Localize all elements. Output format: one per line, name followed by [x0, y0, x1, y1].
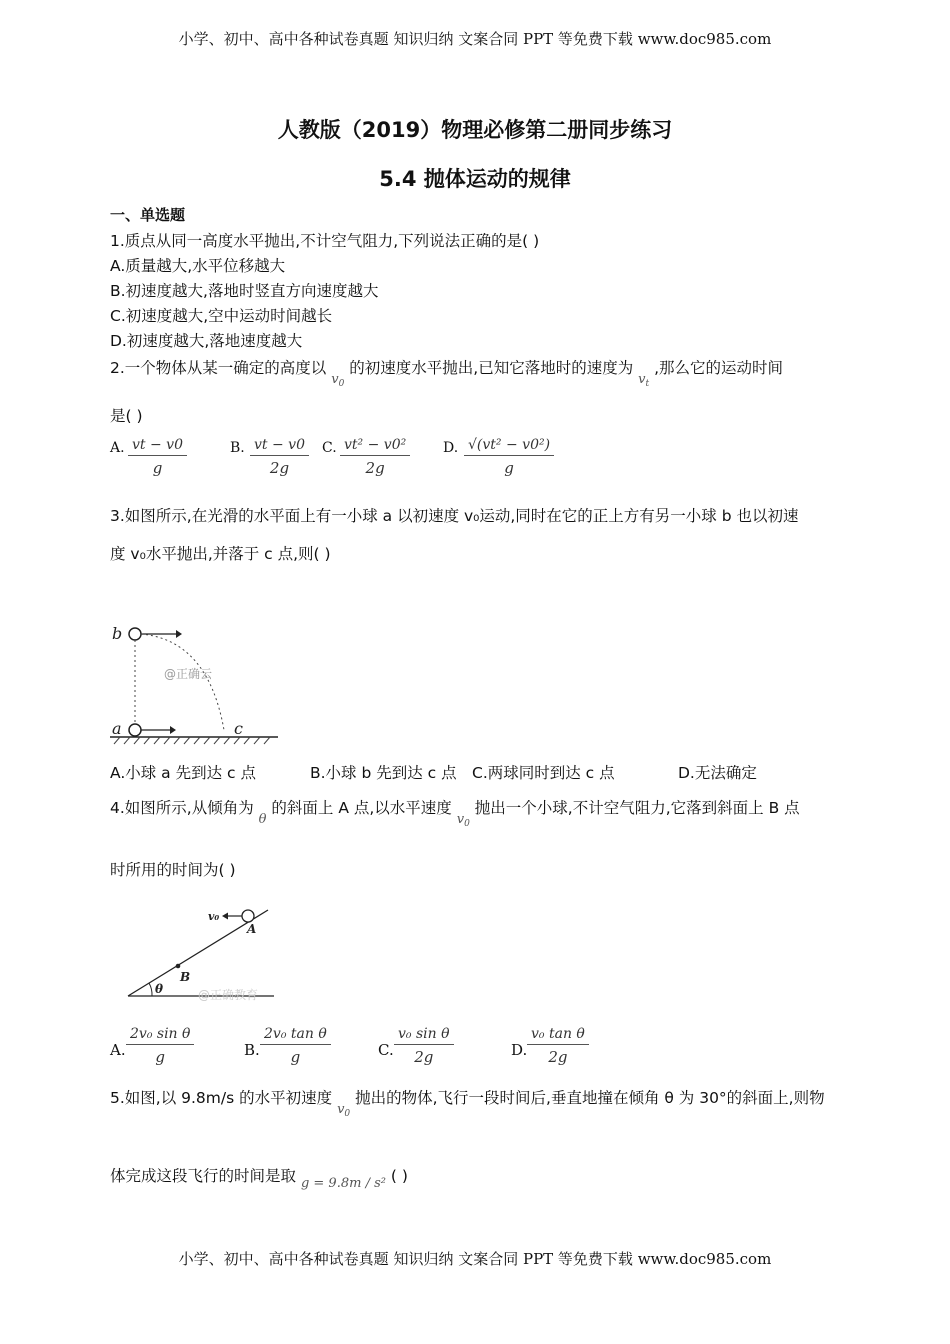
q4-option-d-fraction	[527, 1026, 589, 1066]
q2-option-c-label: C.	[322, 440, 337, 456]
q3-stem: 3.如图所示,在光滑的水平面上有一小球 a 以初速度 v₀运动,同时在它的正上方有另一小球 b 也以初速	[110, 507, 799, 525]
page-footer: 小学、初中、高中各种试卷真题 知识归纳 文案合同 PPT 等免费下载 www.doc985.com	[178, 1250, 772, 1268]
q5-v0-subscript: 0	[344, 1109, 351, 1119]
q4-stem-part-b: 的斜面上 A 点,以水平速度	[271, 799, 452, 817]
q3-option-c: C.两球同时到达 c 点	[472, 764, 615, 782]
ball-b-arrowhead	[176, 630, 182, 638]
ball-b	[129, 628, 141, 640]
q1-option-d: D.初速度越大,落地速度越大	[110, 332, 303, 350]
q4-option-c-denominator: 2g	[414, 1048, 434, 1066]
q1-option-a: A.质量越大,水平位移越大	[110, 257, 286, 275]
q4-option-b-denominator: g	[290, 1048, 301, 1066]
q5-stem-continued	[110, 1164, 408, 1191]
watermark: @正确云	[164, 667, 213, 681]
q4-option-d-numerator: v₀ tan θ	[527, 1026, 589, 1045]
page-header: 小学、初中、高中各种试卷真题 知识归纳 文案合同 PPT 等免费下载 www.doc985.com	[178, 30, 772, 48]
q4-stem	[110, 796, 800, 829]
q2-stem-part-b: 的初速度水平抛出,已知它落地时的速度为	[349, 359, 634, 377]
label-b: b	[112, 624, 123, 643]
q2-option-d-numerator: √(vt² − v0²)	[464, 437, 554, 456]
q5-stem-part-c: 体完成这段飞行的时间是取	[110, 1167, 297, 1185]
q2-v0-subscript: 0	[338, 379, 345, 389]
ball-at-a	[242, 910, 254, 922]
q4-option-b-fraction	[260, 1026, 331, 1066]
q5-stem	[110, 1086, 825, 1119]
q4-option-c-fraction	[394, 1026, 454, 1066]
angle-arc	[149, 983, 152, 996]
q4-option-b-label: B.	[244, 1041, 260, 1059]
section-heading: 一、单选题	[110, 206, 186, 224]
q2-stem	[110, 356, 783, 389]
q2-option-c-numerator: vt² − v0²	[340, 437, 410, 456]
q4-stem-part-a: 4.如图所示,从倾角为	[110, 799, 254, 817]
q2-option-c-fraction	[340, 437, 410, 477]
q2-option-a-denominator: g	[152, 459, 163, 477]
q4-option-d-label: D.	[511, 1041, 528, 1059]
label-theta: θ	[155, 982, 164, 996]
q2-option-a-numerator: vt − v0	[128, 437, 187, 456]
ball-a-arrowhead	[170, 726, 176, 734]
label-a: a	[112, 719, 122, 738]
q4-v0-subscript: 0	[464, 819, 470, 829]
q5-v0-symbol	[337, 1102, 350, 1117]
q2-option-b-numerator: vt − v0	[250, 437, 309, 456]
q2-v0-letter: v	[331, 372, 339, 387]
q3-option-a: A.小球 a 先到达 c 点	[110, 764, 256, 782]
q4-option-b-numerator: 2v₀ tan θ	[260, 1026, 331, 1045]
q5-gravity-expression: g = 9.8m / s²	[300, 1176, 386, 1191]
q2-vt-subscript: t	[645, 379, 650, 389]
q2-option-c-denominator: 2g	[365, 459, 385, 477]
q2-option-d-denominator: g	[504, 459, 514, 477]
q4-option-a-fraction	[126, 1026, 194, 1066]
q1-option-c: C.初速度越大,空中运动时间越长	[110, 307, 333, 325]
q3-projectile-figure	[108, 618, 283, 750]
q4-option-d-denominator: 2g	[548, 1048, 568, 1066]
watermark: @正确教育	[198, 988, 259, 1002]
label-b: B	[180, 970, 191, 984]
q2-option-d-fraction	[464, 437, 554, 477]
q1-stem: 1.质点从同一高度水平抛出,不计空气阻力,下列说法正确的是( )	[110, 232, 540, 250]
label-a: A	[247, 922, 257, 936]
v0-arrowhead	[222, 913, 228, 920]
q2-option-b-denominator: 2g	[269, 459, 290, 477]
q2-stem-part-a: 2.一个物体从某一确定的高度以	[110, 359, 327, 377]
q4-option-c-label: C.	[378, 1041, 394, 1059]
q2-vt-letter: v	[638, 372, 646, 387]
ball-a	[129, 724, 141, 736]
q2-stem-part-c: ,那么它的运动时间	[654, 359, 783, 377]
q4-option-a-label: A.	[110, 1041, 126, 1059]
q3-option-b: B.小球 b 先到达 c 点	[310, 764, 457, 782]
q4-stem-part-c: 抛出一个小球,不计空气阻力,它落到斜面上 B 点	[474, 799, 800, 817]
q2-vt-symbol	[638, 372, 649, 387]
q2-option-d-label: D.	[443, 440, 459, 456]
trajectory-curve	[141, 634, 224, 730]
q4-option-a-denominator: g	[155, 1048, 166, 1066]
ground-hatching	[114, 737, 270, 744]
document-title: 人教版（2019）物理必修第二册同步练习	[277, 118, 673, 142]
q4-theta-symbol: θ	[258, 812, 267, 827]
document-subtitle: 5.4 抛体运动的规律	[379, 167, 571, 191]
label-c: c	[234, 719, 243, 738]
q2-option-b-fraction	[250, 437, 309, 477]
q5-v0-letter: v	[337, 1102, 345, 1117]
label-v0: v₀	[208, 910, 220, 923]
q2-option-b-label: B.	[230, 440, 245, 456]
q2-stem-continued: 是( )	[110, 407, 143, 425]
q5-stem-part-a: 5.如图,以 9.8m/s 的水平初速度	[110, 1089, 333, 1107]
q3-option-d: D.无法确定	[678, 764, 757, 782]
q1-option-b: B.初速度越大,落地时竖直方向速度越大	[110, 282, 379, 300]
q5-stem-part-b: 抛出的物体,飞行一段时间后,垂直地撞在倾角 θ 为 30°的斜面上,则物	[355, 1089, 825, 1107]
point-b-dot	[176, 964, 181, 969]
q4-option-a-numerator: 2v₀ sin θ	[126, 1026, 194, 1045]
q4-option-c-numerator: v₀ sin θ	[394, 1026, 454, 1045]
q2-option-a-label: A.	[110, 440, 125, 456]
q4-incline-figure	[124, 900, 284, 1002]
q3-stem-continued: 度 v₀水平抛出,并落于 c 点,则( )	[110, 545, 331, 563]
q5-stem-part-d: ( )	[390, 1167, 408, 1185]
q4-stem-continued: 时所用的时间为( )	[110, 861, 236, 879]
q2-v0-symbol	[331, 372, 344, 387]
q2-option-a-fraction	[128, 437, 187, 477]
q4-v0-symbol	[457, 812, 470, 827]
q4-v0-letter: v	[456, 812, 465, 827]
